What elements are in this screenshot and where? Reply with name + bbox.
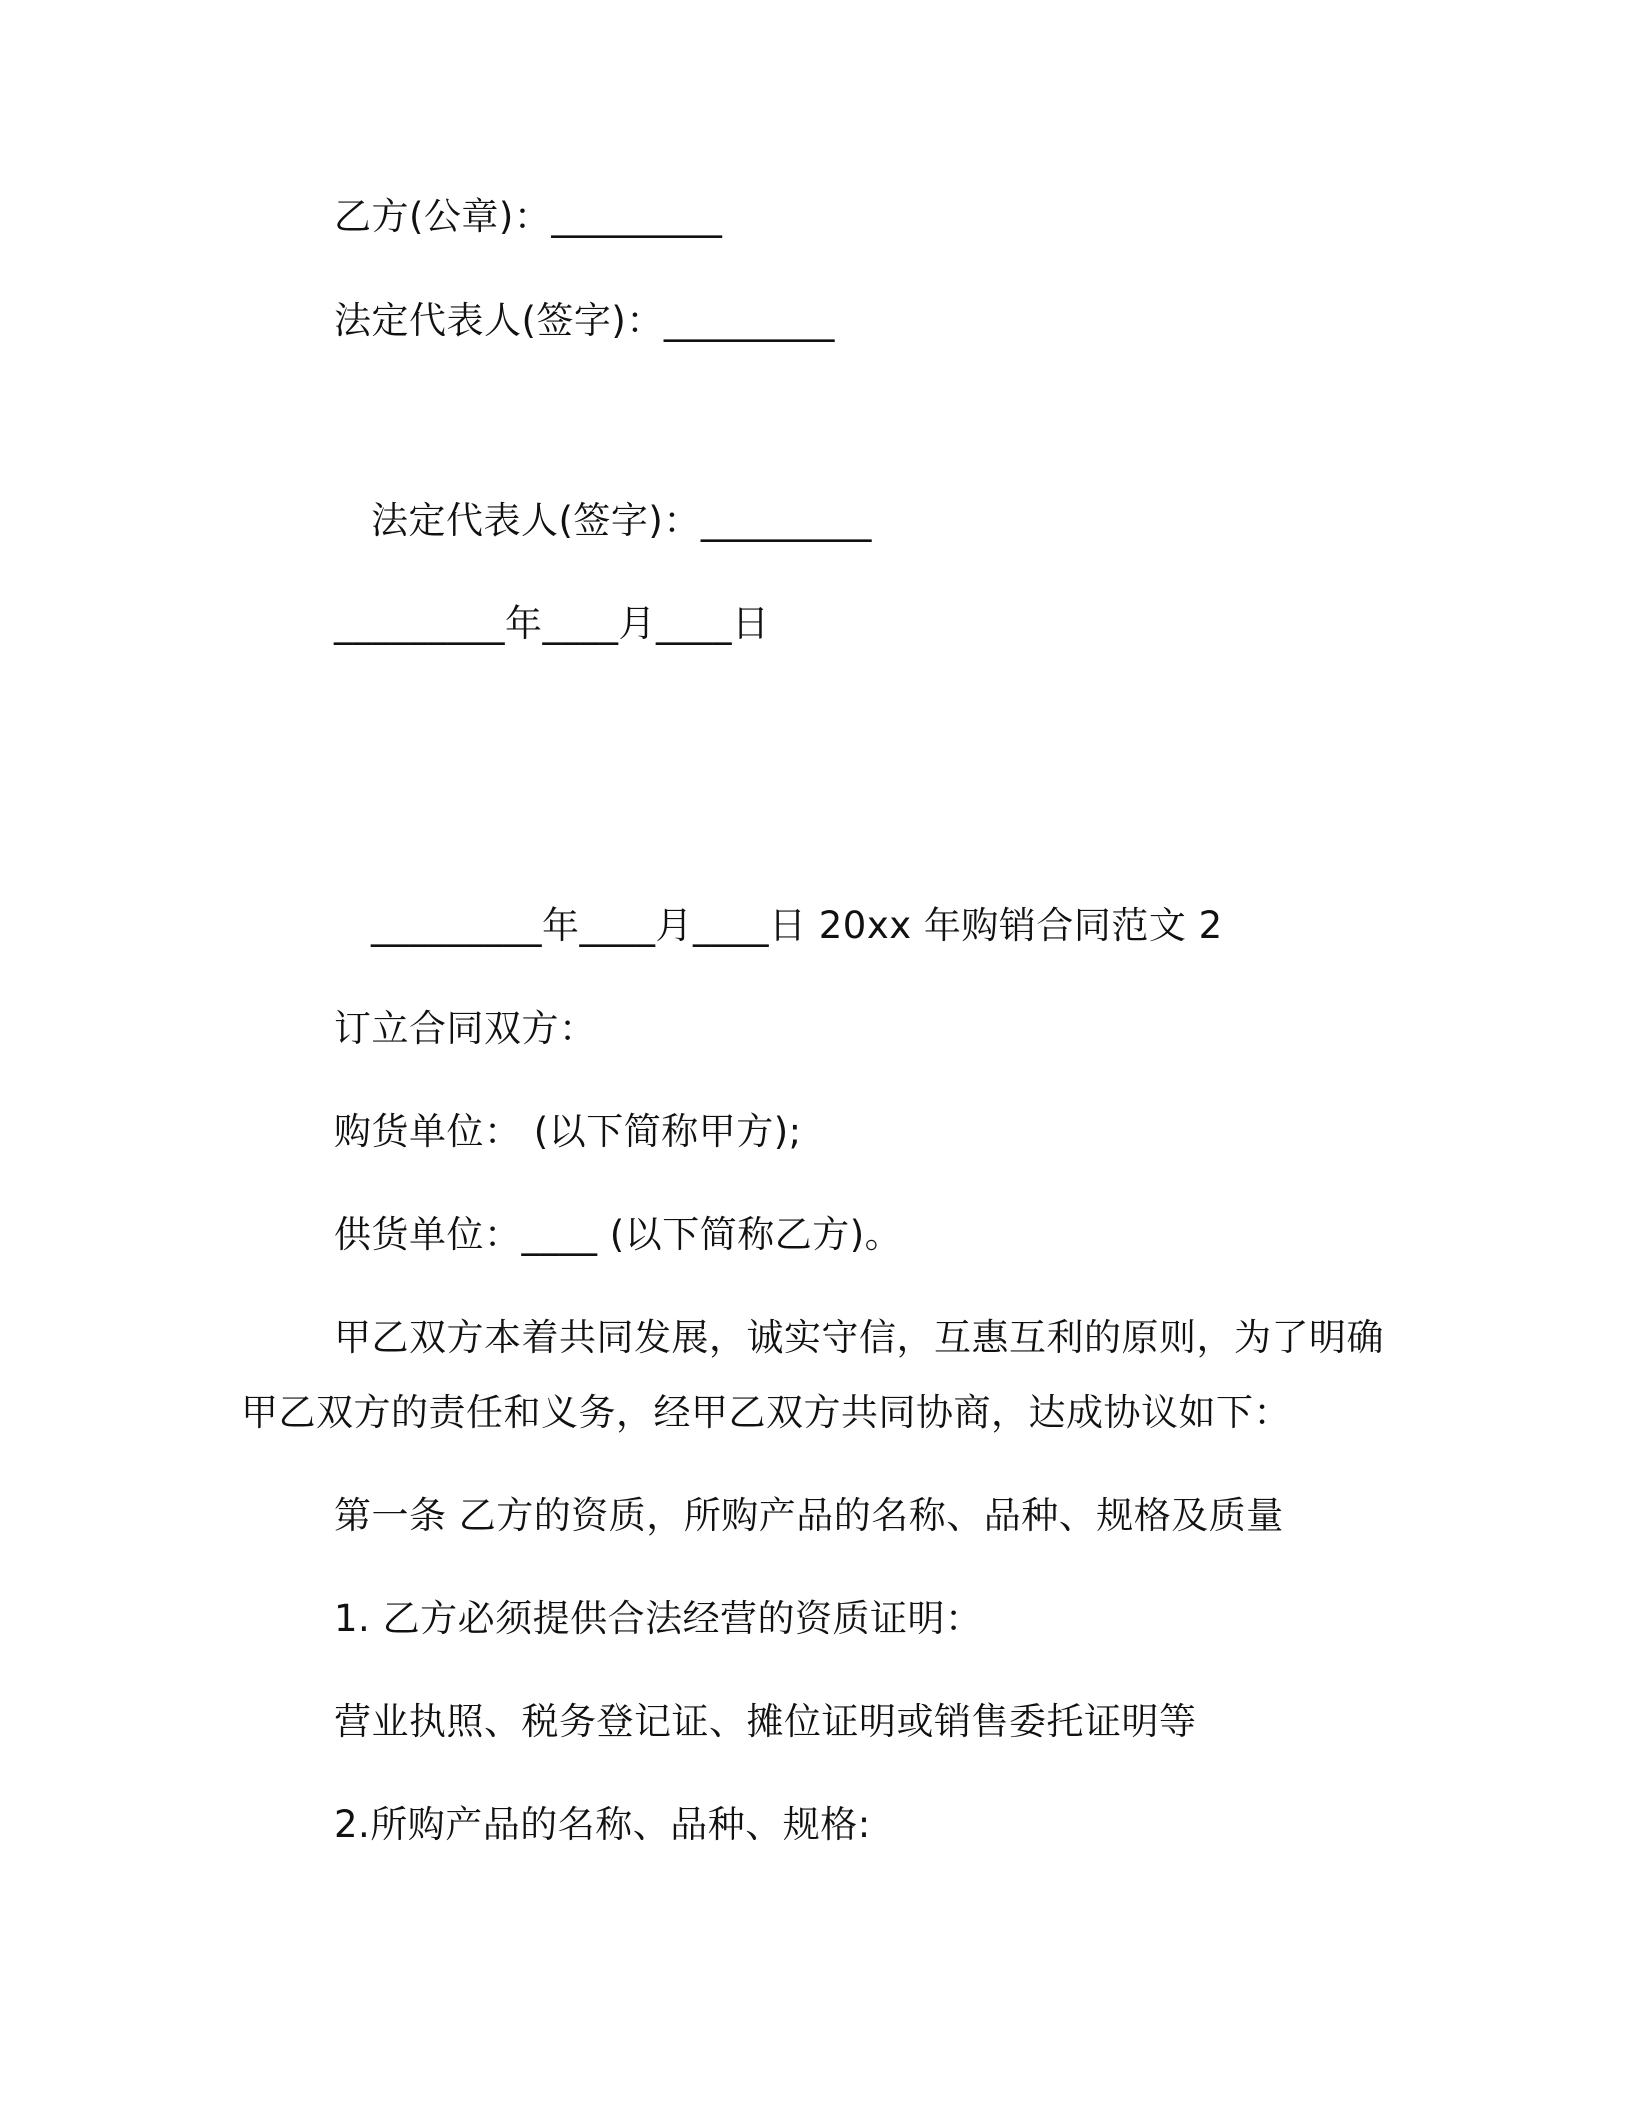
clause-2-line: 2.所购产品的名称、品种、规格:: [334, 1803, 871, 1846]
buyer-unit-line: 购货单位： (以下简称甲方);: [334, 1110, 802, 1153]
qualification-list-line: 营业执照、税务登记证、摊位证明或销售委托证明等: [334, 1700, 1197, 1743]
contract-title-line: _________年____月____日 20xx 年购销合同范文 2: [371, 904, 1223, 947]
supplier-unit-line: 供货单位：____ (以下简称乙方)。: [334, 1213, 903, 1256]
agreement-paragraph-line-1: 甲乙双方本着共同发展，诚实守信，互惠互利的原则，为了明确: [334, 1316, 1384, 1359]
agreement-paragraph-line-2: 甲乙双方的责任和义务，经甲乙双方共同协商，达成协议如下：: [241, 1391, 1291, 1434]
party-b-seal-line: 乙方(公章)：_________: [334, 195, 723, 238]
legal-rep-signature-line-2: 法定代表人(签字)：_________: [371, 499, 872, 542]
date-line: _________年____月____日: [334, 602, 770, 645]
article-one-heading: 第一条 乙方的资质，所购产品的名称、品种、规格及质量: [334, 1494, 1284, 1537]
clause-1-line: 1. 乙方必须提供合法经营的资质证明：: [334, 1597, 983, 1640]
contract-parties-heading: 订立合同双方：: [334, 1007, 597, 1050]
legal-rep-signature-line: 法定代表人(签字)：_________: [334, 299, 835, 342]
